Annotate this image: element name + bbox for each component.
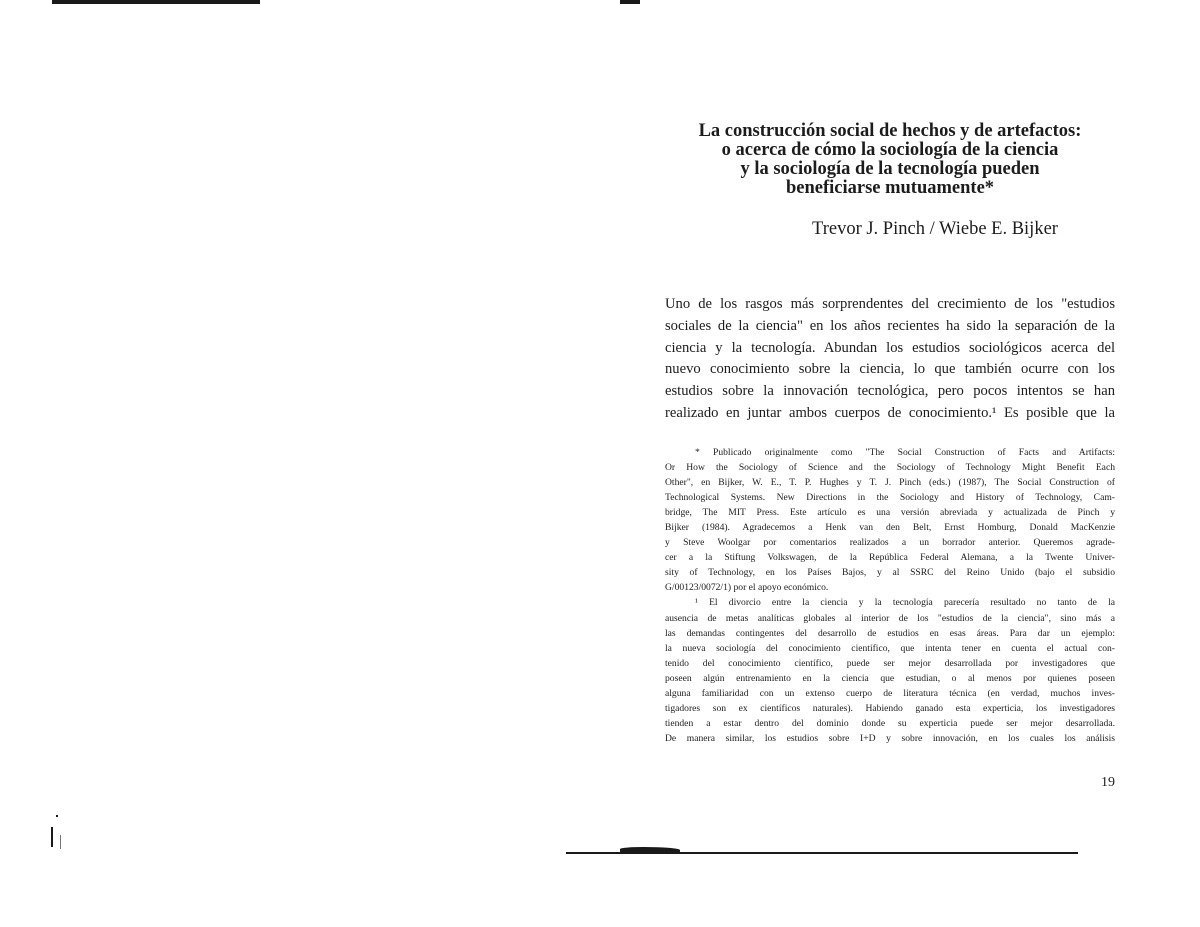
article-title bbox=[665, 122, 1115, 198]
footnote-1 bbox=[665, 595, 1115, 745]
page-number: 19 bbox=[1101, 775, 1115, 790]
scan-dot-left bbox=[56, 815, 58, 817]
footnote-line: bridge, The MIT Press. Este artículo es una versión abreviada y actualizada de Pinch y bbox=[665, 507, 1115, 519]
footnotes bbox=[665, 445, 1115, 746]
body-line: estudios sobre la innovación tecnológica, pero pocos intentos se han bbox=[665, 383, 1115, 400]
scan-mark-left bbox=[51, 827, 53, 847]
article-authors: Trevor J. Pinch / Wiebe E. Bijker bbox=[812, 219, 1058, 239]
footnote-line: * Publicado originalmente como "The Social Construction of Facts and Artifacts: bbox=[695, 447, 1115, 458]
footnote-line: las demandas contingentes del desarrollo de estudios en esas áreas. Para dar un ejemplo: bbox=[665, 627, 1115, 639]
body-line: Uno de los rasgos más sorprendentes del crecimiento de los "estudios bbox=[665, 296, 1115, 312]
book-page bbox=[665, 0, 1115, 927]
title-line: o acerca de cómo la sociología de la ciencia bbox=[721, 140, 1059, 160]
footnote-line: ¹ El divorcio entre la ciencia y la tecnología parecería resultado no tanto de la bbox=[695, 597, 1115, 609]
footnote-line: Or How the Sociology of Science and the Sociology of Technology Might Benefit Each bbox=[665, 462, 1115, 474]
footnote-line: ausencia de metas analíticas globales al interior de los "estudios de la ciencia", sino más a bbox=[665, 612, 1115, 624]
body-line: sociales de la ciencia" en los años recientes ha sido la separación de la bbox=[665, 317, 1115, 334]
body-line: ciencia y la tecnología. Abundan los estudios sociológicos acerca del bbox=[665, 339, 1115, 356]
body-line: nuevo conocimiento sobre la ciencia, lo que también ocurre con los bbox=[665, 361, 1115, 378]
body-paragraph bbox=[665, 294, 1115, 425]
title-line: y la sociología de la tecnología pueden bbox=[740, 159, 1040, 179]
footnote-line: la nueva sociología del conocimiento científico, que intenta tener en cuenta el actual con- bbox=[665, 642, 1115, 654]
footnote-line: sity of Technology, en los Países Bajos, y al SSRC del Reino Unido (bajo el subsidio bbox=[665, 567, 1115, 579]
footnote-asterisk bbox=[665, 445, 1115, 595]
scan-edge-top-center bbox=[620, 0, 640, 4]
footnote-line: Other", en Bijker, W. E., T. P. Hughes y T. J. Pinch (eds.) (1987), The Social Construction of bbox=[665, 477, 1115, 489]
title-line: La construcción social de hechos y de artefactos: bbox=[698, 121, 1082, 141]
footnote-line: De manera similar, los estudios sobre I+D y sobre innovación, en los cuales los análisis bbox=[665, 732, 1115, 744]
title-line: beneficiarse mutuamente* bbox=[785, 178, 995, 198]
footnote-line: Technological Systems. New Directions in the Sociology and History of Technology, Cam- bbox=[665, 492, 1115, 504]
footnote-line: poseen algún entrenamiento en la ciencia que estudian, o al menos por quienes poseen bbox=[665, 672, 1115, 684]
footnote-line: G/00123/0072/1) por el apoyo económico. bbox=[665, 582, 829, 594]
footnote-line: tenido del conocimiento científico, puede ser mejor desarrollada por investigadores que bbox=[665, 657, 1115, 669]
footnote-line: cer a la Stiftung Volkswagen, de la República Federal Alemana, a la Twente Univer- bbox=[665, 552, 1115, 564]
footnote-line: tigadores son ex científicos naturales). Habiendo ganado esta experticia, los investigadores bbox=[665, 702, 1115, 714]
scan-edge-top-left bbox=[52, 0, 260, 4]
footnote-line: Bijker (1984). Agradecemos a Henk van den Belt, Ernst Homburg, Donald MacKenzie bbox=[665, 522, 1115, 534]
footnote-line: y Steve Woolgar por comentarios realizados a un borrador anterior. Queremos agrade- bbox=[665, 537, 1115, 549]
body-line: realizado en juntar ambos cuerpos de conocimiento.¹ Es posible que la bbox=[665, 404, 1115, 421]
scan-mark-left-faint bbox=[60, 835, 61, 849]
footnote-line: tienden a estar dentro del dominio donde su experticia puede ser mejor desarrollada. bbox=[665, 717, 1115, 729]
footnote-line: alguna familiaridad con un extenso cuerpo de literatura técnica (en verdad, muchos inves- bbox=[665, 687, 1115, 699]
